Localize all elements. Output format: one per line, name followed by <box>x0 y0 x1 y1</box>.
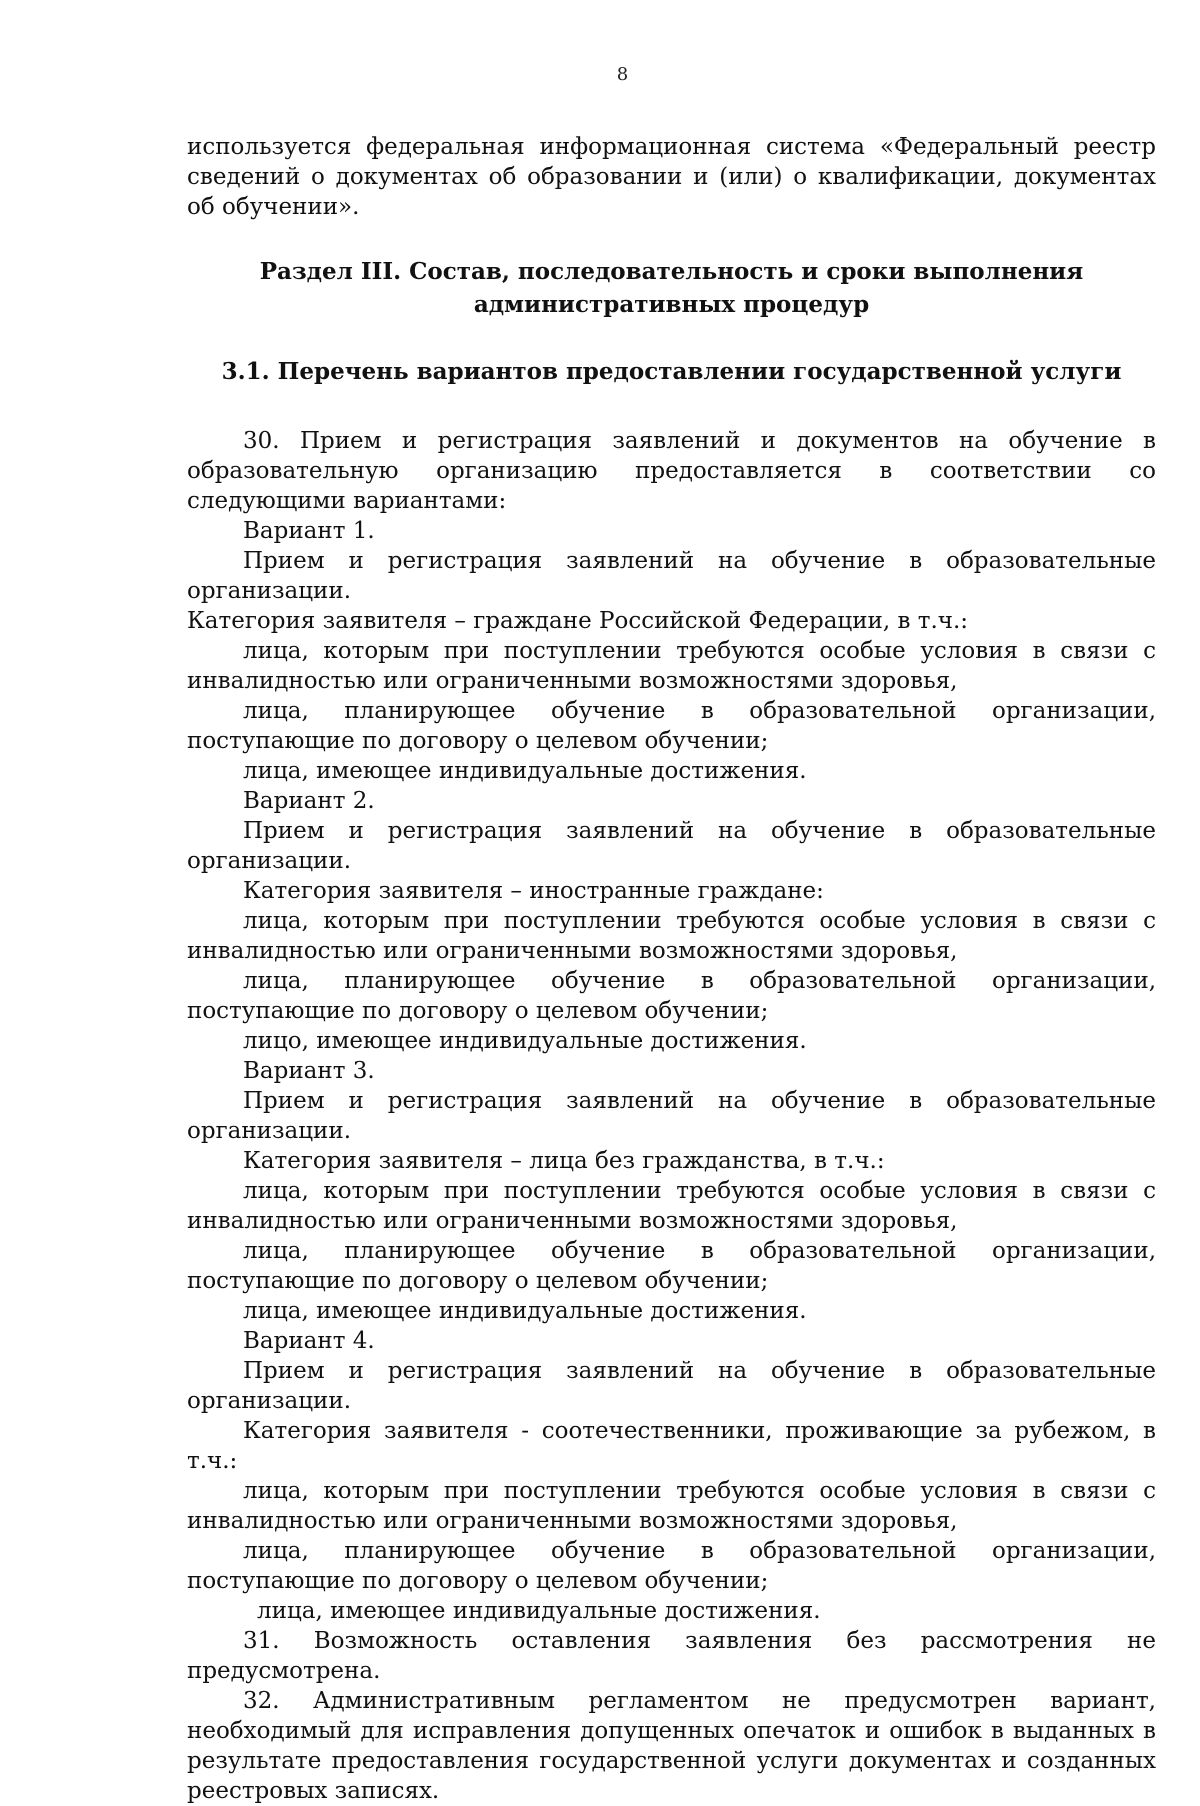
item-30: 30. Прием и регистрация заявлений и документов на обучение в образовательную организацию предоставляется в соответствии со следующими вариантами: <box>187 428 1156 514</box>
variant-item-achievements: лица, имеющее индивидуальные достижения. <box>257 1598 821 1624</box>
variant-category: Категория заявителя – иностранные граждане: <box>243 878 824 904</box>
variant-category: Категория заявителя – лица без гражданства, в т.ч.: <box>243 1148 885 1174</box>
variant-category: Категория заявителя - соотечественники, проживающие за рубежом, в т.ч.: <box>187 1418 1156 1474</box>
variant-title: Вариант 4. <box>243 1328 375 1354</box>
variant-4 <box>187 1326 1156 1626</box>
variant-item-disability: лица, которым при поступлении требуются особые условия в связи с инвалидностью или ограниченными возможностями здоровья, <box>187 638 1156 694</box>
variant-service: Прием и регистрация заявлений на обучение в образовательные организации. <box>187 818 1156 874</box>
variant-item-target: лица, планирующее обучение в образовательной организации, поступающие по договору о целевом обучении; <box>187 1238 1156 1294</box>
variant-title: Вариант 3. <box>243 1058 375 1084</box>
variant-item-target: лица, планирующее обучение в образовательной организации, поступающие по договору о целевом обучении; <box>187 1538 1156 1594</box>
variant-title: Вариант 1. <box>243 518 375 544</box>
variant-title: Вариант 2. <box>243 788 375 814</box>
variant-item-disability: лица, которым при поступлении требуются особые условия в связи с инвалидностью или ограниченными возможностями здоровья, <box>187 1478 1156 1534</box>
variant-category: Категория заявителя – граждане Российской Федерации, в т.ч.: <box>187 608 969 634</box>
item-31: 31. Возможность оставления заявления без рассмотрения не предусмотрена. <box>187 1628 1156 1684</box>
variant-item-target: лица, планирующее обучение в образовательной организации, поступающие по договору о целевом обучении; <box>187 698 1156 754</box>
variant-item-disability: лица, которым при поступлении требуются особые условия в связи с инвалидностью или ограниченными возможностями здоровья, <box>187 1178 1156 1234</box>
intro-paragraph: используется федеральная информационная система «Федеральный реестр сведений о документах об образовании и (или) о квалификации, документах об обучении». <box>187 134 1156 220</box>
variant-service: Прием и регистрация заявлений на обучение в образовательные организации. <box>187 1358 1156 1414</box>
variant-1 <box>187 516 1156 786</box>
section-heading: Раздел III. Состав, последовательность и сроки выполнения административных процедур <box>259 258 1084 318</box>
variant-3 <box>187 1056 1156 1326</box>
subsection-heading: 3.1. Перечень вариантов предоставлении государственной услуги <box>221 358 1122 385</box>
variant-item-achievements: лица, имеющее индивидуальные достижения. <box>243 758 807 784</box>
variant-2 <box>187 786 1156 1056</box>
variant-item-target: лица, планирующее обучение в образовательной организации, поступающие по договору о целевом обучении; <box>187 968 1156 1024</box>
item-32: 32. Административным регламентом не предусмотрен вариант, необходимый для исправления допущенных опечаток и ошибок в выданных в результате предоставления государственной услуги документах и созданных реестровых записях. <box>187 1688 1156 1804</box>
variant-service: Прием и регистрация заявлений на обучение в образовательные организации. <box>187 548 1156 604</box>
variant-item-achievements: лицо, имеющее индивидуальные достижения. <box>243 1028 807 1054</box>
page-number: 8 <box>616 64 629 85</box>
document-body <box>187 132 1156 1806</box>
variant-item-achievements: лица, имеющее индивидуальные достижения. <box>243 1298 807 1324</box>
variant-item-disability: лица, которым при поступлении требуются особые условия в связи с инвалидностью или ограниченными возможностями здоровья, <box>187 908 1156 964</box>
variant-service: Прием и регистрация заявлений на обучение в образовательные организации. <box>187 1088 1156 1144</box>
